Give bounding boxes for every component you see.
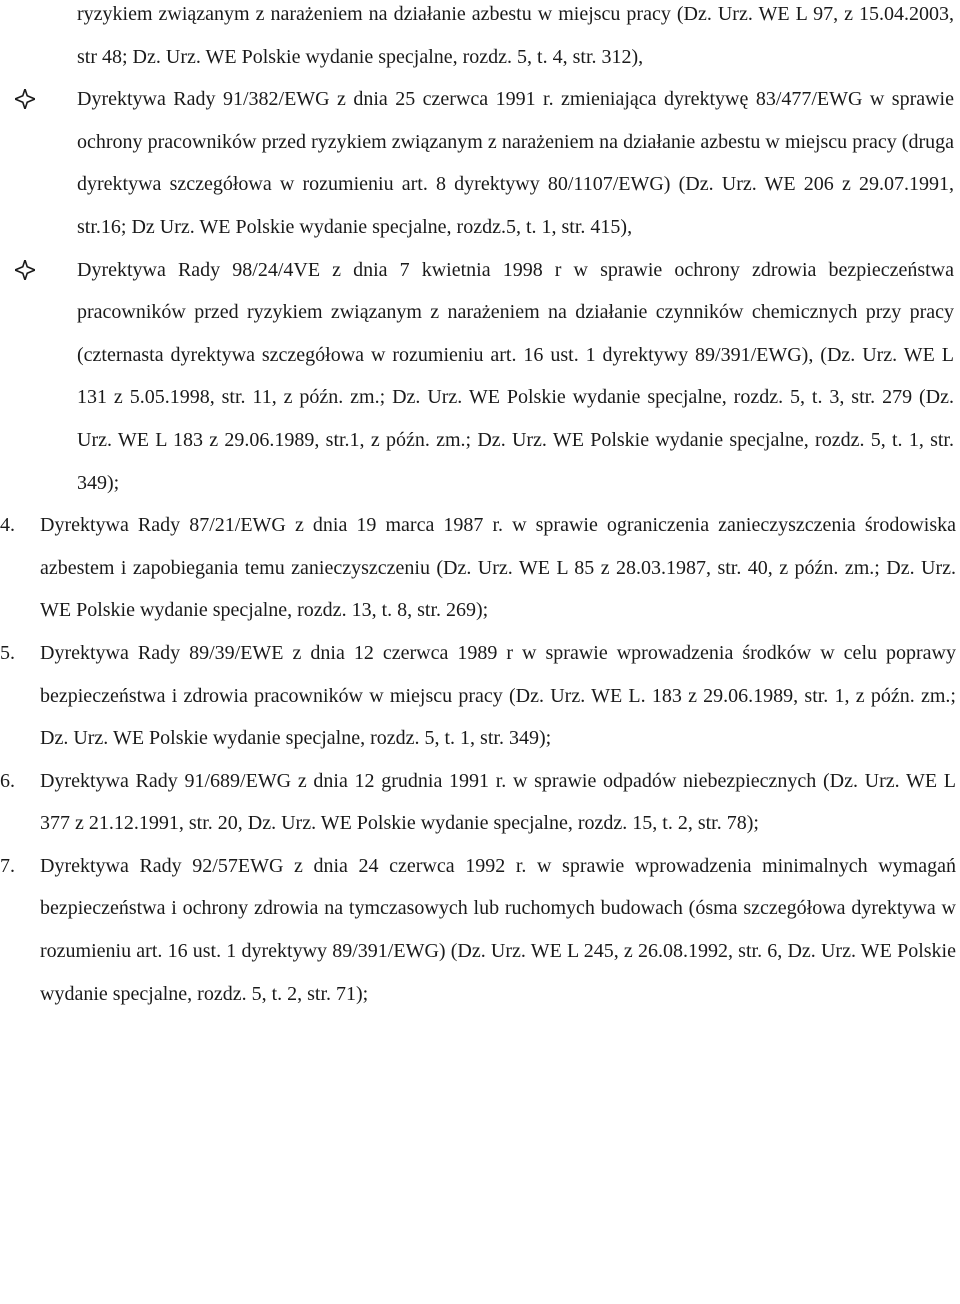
item-text: Dyrektywa Rady 89/39/EWE z dnia 12 czerwca 1989 r w sprawie wprowadzenia środków w celu poprawy bezpieczeństwa i zdrowia pracowników w miejscu pracy (Dz. Urz. WE L. 183 z 29.06.1989, str. 1, z późn. zm.; Dz. Urz. WE Polskie wydanie specjalne, rozdz. 5, t. 1, str. 349); xyxy=(40,641,956,750)
diamond-bullet-icon xyxy=(15,78,39,120)
numbered-item xyxy=(0,632,956,760)
bullet-text: Dyrektywa Rady 98/24/4VE z dnia 7 kwietnia 1998 r w sprawie ochrony zdrowia bezpieczeństwa pracowników przed ryzykiem związanym z narażeniem na działanie czynników chemicznych przy pracy (czternasta dyrektywa szczegółowa w rozumieniu art. 16 ust. 1 dyrektywy 89/391/EWG), (Dz. Urz. WE L 131 z 5.05.1998, str. 11, z późn. zm.; Dz. Urz. WE Polskie wydanie specjalne, rozdz. 5, t. 3, str. 279 (Dz. Urz. WE L 183 z 29.06.1989, str.1, z późn. zm.; Dz. Urz. WE Polskie wydanie specjalne, rozdz. 5, t. 1, str. 349); xyxy=(77,258,954,494)
numbered-item xyxy=(0,845,956,1015)
item-text: Dyrektywa Rady 87/21/EWG z dnia 19 marca 1987 r. w sprawie ograniczenia zanieczyszczenia środowiska azbestem i zapobiegania temu zanieczyszczeniu (Dz. Urz. WE L 85 z 28.03.1987, str. 40, z późn. zm.; Dz. Urz. WE Polskie wydanie specjalne, rozdz. 13, t. 8, str. 269); xyxy=(40,514,956,622)
item-number: 4. xyxy=(0,514,15,537)
numbered-item xyxy=(0,760,956,845)
item-number: 5. xyxy=(0,641,15,664)
bullet-item xyxy=(77,78,954,248)
bullet-text: Dyrektywa Rady 91/382/EWG z dnia 25 czerwca 1991 r. zmieniająca dyrektywę 83/477/EWG w sprawie ochrony pracowników przed ryzykiem związanym z narażeniem na działanie azbestu w miejscu pracy (druga dyrektywa szczegółowa w rozumieniu art. 8 dyrektywy 80/1107/EWG) (Dz. Urz. WE 206 z 29.07.1991, str.16; Dz Urz. WE Polskie wydanie specjalne, rozdz.5, t. 1, str. 415), xyxy=(77,88,954,238)
numbered-item xyxy=(0,504,956,632)
diamond-bullet-icon xyxy=(15,249,39,291)
item-text: Dyrektywa Rady 92/57EWG z dnia 24 czerwca 1992 r. w sprawie wprowadzenia minimalnych wymagań bezpieczeństwa i ochrony zdrowia na tymczasowych lub ruchomych budowach (ósma szczegółowa dyrektywa w rozumieniu art. 16 ust. 1 dyrektywy 89/391/EWG) (Dz. Urz. WE L 245, z 26.08.1992, str. 6, Dz. Urz. WE Polskie wydanie specjalne, rozdz. 5, t. 2, str. 71); xyxy=(40,854,956,1005)
item-number: 7. xyxy=(0,854,15,877)
item-number: 6. xyxy=(0,769,15,792)
bullet-item xyxy=(77,249,954,505)
item-text: Dyrektywa Rady 91/689/EWG z dnia 12 grudnia 1991 r. w sprawie odpadów niebezpiecznych (Dz. Urz. WE L 377 z 21.12.1991, str. 20, Dz. Urz. WE Polskie wydanie specjalne, rozdz. 15, t. 2, str. 78); xyxy=(40,769,956,835)
continued-paragraph: ryzykiem związanym z narażeniem na działanie azbestu w miejscu pracy (Dz. Urz. WE L 97, z 15.04.2003, str 48; Dz. Urz. WE Polskie wydanie specjalne, rozdz. 5, t. 4, str. 312), xyxy=(77,3,954,68)
